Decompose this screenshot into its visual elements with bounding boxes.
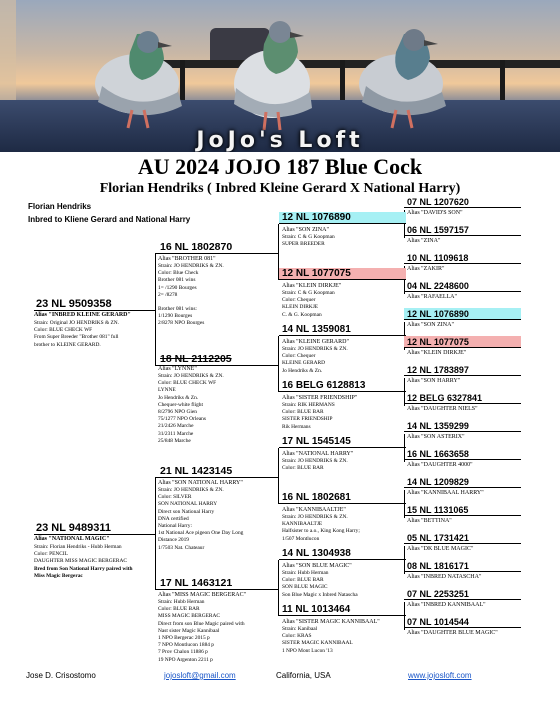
- g3-ring: 12 NL 1077075: [279, 268, 406, 280]
- detail-line: Direct from son Blue Magic paired with: [158, 620, 245, 627]
- detail-line: SON BLUE MAGIC: [282, 584, 328, 591]
- g2-line: [155, 589, 279, 590]
- g4-ring: 04 NL 2248600: [404, 280, 521, 292]
- detail-line: 7 Prov Chalon 11886 p: [158, 649, 208, 656]
- detail-line: Strain: JO HENDRIKS & ZN.: [282, 458, 348, 464]
- detail-line: Color: BLUE BAR: [282, 465, 324, 472]
- detail-line: LYNNE: [158, 387, 176, 394]
- detail-line: Chequer-white flight: [158, 401, 203, 408]
- detail-line: Color: BLUE CHECK WF: [158, 380, 217, 387]
- detail-line: 1 NPO Bergerac 2015 p: [158, 635, 210, 642]
- detail-line: KLEIN DIRKJE: [282, 304, 319, 311]
- g2-details: [158, 373, 224, 445]
- g4-ring: 07 NL 1207620: [404, 196, 521, 208]
- detail-line: 8/2796 NPO Gien: [158, 409, 197, 416]
- detail-line: Strain: JO HENDRIKS & ZN.: [282, 346, 348, 352]
- detail-line: 25/848 Marche: [158, 437, 191, 444]
- g3-alias: Alias "KLEINE GERARD": [282, 339, 349, 345]
- g4-alias: Alias "KLEIN DIRKJE": [407, 350, 467, 356]
- detail-line: Color: SILVER: [158, 494, 192, 501]
- detail-line: Strain: Kanibaal: [282, 626, 318, 632]
- g4-alias: Alias "RAFAELLA": [407, 294, 457, 300]
- intro-line-2: Inbred to Kliene Gerard and National Harry: [28, 215, 191, 224]
- g2-line: [155, 477, 279, 478]
- detail-line: Direct son National Harry: [158, 508, 215, 515]
- detail-line: 21/2426 Marche: [158, 423, 194, 430]
- detail-line: Strain: JO HENDRIKS & ZN.: [158, 373, 224, 379]
- g3-ring: 11 NL 1013464: [279, 604, 406, 616]
- g4-ring: 15 NL 1131065: [404, 504, 521, 516]
- g3-details: [282, 514, 360, 543]
- detail-line: 19 NPO Argenton 2211 p: [158, 656, 213, 663]
- detail-line: Strain: Hubb Herman: [282, 570, 329, 576]
- detail-line: Strain: Florian Hendriks - Hubb Herman: [34, 544, 122, 550]
- g4-ring: 08 NL 1816171: [404, 560, 521, 572]
- detail-line: Color: Blue Check: [158, 270, 199, 277]
- dam-details: [34, 544, 133, 580]
- g4-alias: Alias "DAUGHTER 4000": [407, 462, 473, 468]
- g4-ring: 12 NL 1076890: [404, 308, 521, 320]
- g2-alias: Alias "LYNNE": [158, 366, 197, 372]
- detail-line: 1st National Ace pigeon One Day Long: [158, 530, 244, 537]
- detail-line: Color: Chequer: [282, 297, 316, 304]
- g3-details: [282, 234, 335, 248]
- footer-name: Jose D. Crisostomo: [26, 671, 96, 680]
- sire-connector: [155, 253, 156, 365]
- g3-alias: Alias "NATIONAL HARRY": [282, 451, 354, 457]
- g4-alias: Alias "DAUGHTER BLUE MAGIC": [407, 630, 498, 636]
- page-subtitle: Florian Hendriks ( Inbred Kleine Gerard X National Harry): [99, 181, 461, 196]
- dam-connector: [155, 477, 156, 589]
- g2-ring: 16 NL 1802870: [160, 241, 233, 253]
- g3-alias: Alias "SISTER FRIENDSHIP": [282, 395, 358, 401]
- detail-line: Nast sister Magic Kannibaal: [158, 627, 220, 634]
- detail-line: Jo Hendriks & Zn.: [158, 394, 199, 401]
- detail-line: Color: BLUE BAR: [282, 409, 324, 416]
- g2-ring: 21 NL 1423145: [160, 465, 233, 477]
- detail-line: 1= /1290 Bourges: [158, 284, 197, 291]
- detail-line: KLEINE GERARD: [282, 360, 325, 367]
- g3-alias: Alias "SON ZINA": [282, 227, 329, 233]
- g3-alias: Alias "KANNIBAALTJE": [282, 507, 346, 513]
- detail-line: 2/8278 NPO Bourges: [158, 320, 205, 327]
- g2-details: [158, 263, 224, 328]
- detail-line: Brother 081 wins: [158, 277, 196, 284]
- g4-ring: 10 NL 1109618: [404, 252, 521, 264]
- sire-line: [34, 310, 156, 311]
- g4-alias: Alias "INBRED NATASCHA": [407, 574, 482, 580]
- detail-line: Miss Magic Bergerac: [34, 572, 83, 579]
- g4-alias: Alias "ZAKIR": [407, 266, 445, 272]
- g4-ring: 16 NL 1663658: [404, 448, 521, 460]
- detail-line: 2= /8278: [158, 291, 178, 298]
- detail-line: Halfsister to a.o., King Kong Harry;: [282, 528, 360, 535]
- footer-website-link[interactable]: www.jojosloft.com: [408, 671, 472, 680]
- g3-details: [282, 458, 348, 472]
- dam-ring: 23 NL 9489311: [36, 522, 112, 534]
- g3-details: [282, 290, 335, 319]
- g4-ring: 07 NL 2253251: [404, 588, 521, 600]
- g3-ring: 12 NL 1076890: [279, 212, 406, 224]
- detail-line: 75/1277 NPO Orleans: [158, 416, 206, 423]
- g3-details: [282, 626, 353, 655]
- g4-ring: 14 NL 1209829: [404, 476, 521, 488]
- footer-location: California, USA: [276, 671, 331, 680]
- g3-ring: 16 NL 1802681: [279, 492, 406, 504]
- g4-alias: Alias "KANNIBAAL HARRY": [407, 490, 484, 496]
- sire-details: [34, 320, 119, 349]
- g4-ring: 12 NL 1783897: [404, 364, 521, 376]
- detail-line: KANNIBAALTJE: [282, 521, 323, 528]
- g2-ring: 18 NL 2112205: [160, 353, 232, 365]
- detail-line: Color: Chequer: [282, 353, 316, 360]
- detail-line: Strain: JO HENDRIKS & ZN.: [282, 514, 348, 520]
- detail-line: Brother 081 wins:: [158, 306, 197, 313]
- pigeon-center-image: [222, 8, 322, 134]
- detail-line: C. & G. Koopman: [282, 311, 322, 318]
- g4-ring: 05 NL 1731421: [404, 532, 521, 544]
- g4-alias: Alias "SON ASTERIX": [407, 434, 465, 440]
- g2-line: [155, 253, 279, 254]
- g3-ring: 16 BELG 6128813: [279, 380, 406, 392]
- g4-ring: 14 NL 1359299: [404, 420, 521, 432]
- g3-alias: Alias "SISTER MAGIC KANNIBAAL": [282, 619, 380, 625]
- sire-alias: Alias "INBRED KLEINE GERARD": [34, 312, 131, 318]
- detail-line: 1/1290 Bourges: [158, 313, 193, 320]
- detail-line: Color: BLUE CHECK WF: [34, 327, 93, 334]
- detail-line: Distance 2019: [158, 537, 189, 544]
- g4-alias: Alias "BETTINA": [407, 518, 452, 524]
- detail-line: 1/7503 Nat. Chateaur: [158, 544, 205, 551]
- g4-alias: Alias "ZINA": [407, 238, 441, 244]
- g4-ring: 06 NL 1597157: [404, 224, 521, 236]
- g3-alias: Alias "KLEIN DIRKJE": [282, 283, 342, 289]
- footer-email-link[interactable]: jojosloft@gmail.com: [164, 671, 236, 680]
- detail-line: 7 NPO Montlucon 1884 p: [158, 642, 215, 649]
- g4-alias: Alias "DAUGHTER NIELS": [407, 406, 478, 412]
- detail-line: Rik Hermans: [282, 423, 311, 430]
- g2-alias: Alias "BROTHER 081": [158, 256, 216, 262]
- detail-line: 31/2311 Marche: [158, 430, 194, 437]
- detail-line: Color: BLUE BAR: [158, 606, 200, 613]
- detail-line: Bred from Son National Harry paired with: [34, 565, 133, 572]
- pigeon-right-image: [346, 14, 456, 132]
- detail-line: National Harry:: [158, 523, 192, 530]
- g4-alias: Alias "DAVID'S SON": [407, 210, 463, 216]
- g4-alias: Alias "INBRED KANNIBAAL": [407, 602, 486, 608]
- detail-line: 1/507 Montlucon: [282, 535, 320, 542]
- g3-details: [282, 346, 348, 375]
- g4-alias: Alias "SON ZINA": [407, 322, 454, 328]
- g4-ring: 07 NL 1014544: [404, 616, 521, 628]
- g2-details: [158, 599, 245, 664]
- header-banner: [0, 0, 560, 152]
- detail-line: Strain: C & G Koopman: [282, 290, 335, 296]
- detail-line: SISTER FRIENDSHIP: [282, 416, 333, 423]
- detail-line: 1 NPO Mont Lucon '13: [282, 647, 333, 654]
- g2-alias: Alias "SON NATIONAL HARRY": [158, 480, 243, 486]
- g3-details: [282, 402, 335, 431]
- detail-line: SON NATIONAL HARRY: [158, 501, 218, 508]
- g3-ring: 17 NL 1545145: [279, 436, 406, 448]
- detail-line: Son Blue Magic x Inbred Natascha: [282, 591, 358, 598]
- detail-line: Jo Hendriks & Zn.: [282, 367, 323, 374]
- detail-line: DNA certified: [158, 515, 189, 522]
- detail-line: Strain: JO HENDRIKS & ZN.: [158, 263, 224, 269]
- dam-alias: Alias "NATIONAL MAGIC": [34, 536, 110, 542]
- g3-ring: 14 NL 1359081: [279, 324, 406, 336]
- detail-line: SISTER MAGIC KANNIBAAL: [282, 640, 353, 647]
- detail-line: [158, 299, 224, 306]
- detail-line: Color: KRAS: [282, 633, 312, 640]
- intro-line-1: Florian Hendriks: [28, 202, 92, 211]
- g4-ring: 12 BELG 6327841: [404, 392, 521, 404]
- sire-ring: 23 NL 9509358: [36, 298, 112, 310]
- detail-line: brother to KLEINE GERARD.: [34, 341, 101, 348]
- detail-line: Strain: C & G Koopman: [282, 234, 335, 240]
- detail-line: Color: PENCIL: [34, 551, 68, 558]
- g2-details: [158, 487, 243, 552]
- loft-logo: JoJo's Loft: [196, 128, 364, 152]
- detail-line: MISS MAGIC BERGERAC: [158, 613, 221, 620]
- g4-alias: Alias "DK BLUE MAGIC": [407, 546, 474, 552]
- detail-line: Strain: RIK HERMANS: [282, 402, 335, 408]
- dam-line: [34, 534, 156, 535]
- detail-line: From Super Breeder "Brother 081" full: [34, 334, 119, 341]
- detail-line: DAUGHTER MISS MAGIC BERGERAC: [34, 558, 127, 565]
- g4-alias: Alias "SON HARRY": [407, 378, 461, 384]
- detail-line: Strain: Original JO HENDRIKS & ZN.: [34, 320, 120, 326]
- g3-alias: Alias "SON BLUE MAGIC": [282, 563, 352, 569]
- detail-line: Strain: JO HENDRIKS & ZN.: [158, 487, 224, 493]
- g3-details: [282, 570, 358, 599]
- page-title: AU 2024 JOJO 187 Blue Cock: [137, 154, 423, 179]
- detail-line: Color: BLUE BAR: [282, 577, 324, 584]
- g2-alias: Alias "MISS MAGIC BERGERAC": [158, 592, 247, 598]
- detail-line: SUPER BREEDER: [282, 241, 325, 248]
- pigeon-left-image: [82, 14, 192, 132]
- g3-ring: 14 NL 1304938: [279, 548, 406, 560]
- g2-ring: 17 NL 1463121: [160, 577, 233, 589]
- g4-ring: 12 NL 1077075: [404, 336, 521, 348]
- detail-line: Strain: Hubb Herman: [158, 599, 205, 605]
